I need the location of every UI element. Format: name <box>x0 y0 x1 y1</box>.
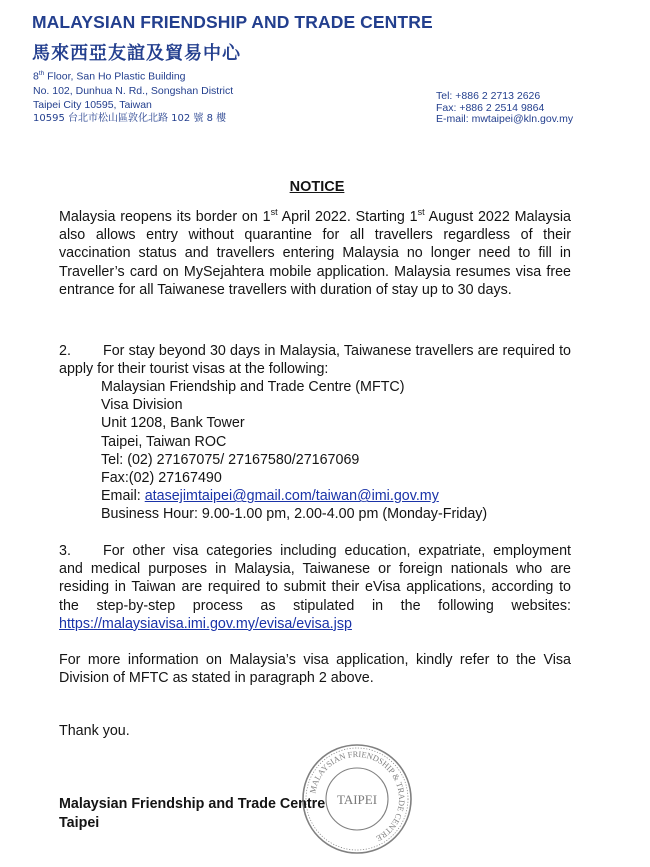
address-block <box>33 67 233 126</box>
ordinal-suffix: st <box>270 207 278 218</box>
address-line-chinese: 10595 台北市松山區敦化北路 102 號 8 樓 <box>33 113 227 125</box>
paragraph-3 <box>59 542 571 633</box>
paragraph-2-number: 2. <box>59 343 71 359</box>
floor-suffix: th <box>38 70 45 77</box>
visa-email-link[interactable]: atasejimtaipei@gmail.com/taiwan@imi.gov.my <box>144 488 439 505</box>
visa-email-line <box>101 487 487 505</box>
address-line-3: Taipei City 10595, Taiwan <box>33 98 152 111</box>
address-line-2: No. 102, Dunhua N. Rd., Songshan District <box>33 84 234 97</box>
floor-building: Floor, San Ho Plastic Building <box>44 70 186 83</box>
visa-address-line: Visa Division <box>101 397 183 414</box>
contact-block <box>436 91 573 126</box>
floor-number: 8 <box>33 70 39 83</box>
contact-email: E-mail: mwtaipei@kln.gov.my <box>436 113 574 126</box>
paragraph-1-text-c: August 2022 Malaysia also allows entry without quarantine for all travellers regardless of their vaccination status and travellers entering Malaysia no longer need to fill in Traveller’s card on MySejahtera mobile application. Malaysia resumes visa free entrance for all Taiwanese travellers with duration of stay up to 30 days. <box>59 209 571 298</box>
evisa-link[interactable]: https://malaysiavisa.imi.gov.my/evisa/evisa.jsp <box>59 615 352 632</box>
official-stamp <box>300 742 414 856</box>
closing-thanks: Thank you. <box>59 723 130 739</box>
visa-address-line: Malaysian Friendship and Trade Centre (MFTC) <box>101 379 405 395</box>
signature-block <box>59 795 325 833</box>
paragraph-1-text-a: Malaysia reopens its border on 1 <box>59 209 271 225</box>
address-line-1 <box>33 67 233 84</box>
paragraph-2-text: For stay beyond 30 days in Malaysia, Taiwanese travellers are required to apply for their tourist visas at the following: <box>59 343 571 378</box>
visa-fax: Fax:(02) 27167490 <box>101 470 222 487</box>
visa-email-label: Email: <box>101 488 145 505</box>
organization-name: MALAYSIAN FRIENDSHIP AND TRADE CENTRE <box>32 12 433 32</box>
ordinal-suffix: st <box>417 207 425 218</box>
signature-city: Taipei <box>59 815 100 831</box>
contact-tel: Tel: +886 2 2713 2626 <box>436 90 541 102</box>
business-hour: Business Hour: 9.00-1.00 pm, 2.00-4.00 pm (Monday-Friday) <box>101 506 488 523</box>
paragraph-1-text-b: April 2022. Starting 1 <box>277 209 418 225</box>
organization-name-chinese: 馬來西亞友誼及貿易中心 <box>32 43 241 64</box>
signature-organization: Malaysian Friendship and Trade Centre <box>59 796 326 812</box>
visa-address-line: Taipei, Taiwan ROC <box>101 433 227 450</box>
paragraph-3-text: For other visa categories including education, expatriate, employment and medical purposes in Malaysia, Taiwanese or foreign nationals who are residing in Taiwan are required to submit their eVisa applications, according to the step-by-step process as stipulated in the following websites: <box>59 543 571 614</box>
stamp-ring-textpath: MALAYSIAN FRIENDSHIP & TRADE CENTRE <box>308 749 407 843</box>
visa-tel: Tel: (02) 27167075/ 27167580/27167069 <box>101 451 360 468</box>
stamp-center-text: TAIPEI <box>336 792 378 807</box>
visa-address-line: Unit 1208, Bank Tower <box>101 415 245 432</box>
notice-title: NOTICE <box>289 179 345 195</box>
contact-fax: Fax: +886 2 2514 9864 <box>436 101 545 114</box>
visa-division-address <box>101 378 487 524</box>
paragraph-3-number: 3. <box>59 543 71 559</box>
paragraph-2 <box>59 342 571 378</box>
paragraph-4: For more information on Malaysia’s visa application, kindly refer to the Visa Division of MFTC as stated in paragraph 2 above. <box>59 652 571 687</box>
paragraph-1 <box>59 208 571 299</box>
